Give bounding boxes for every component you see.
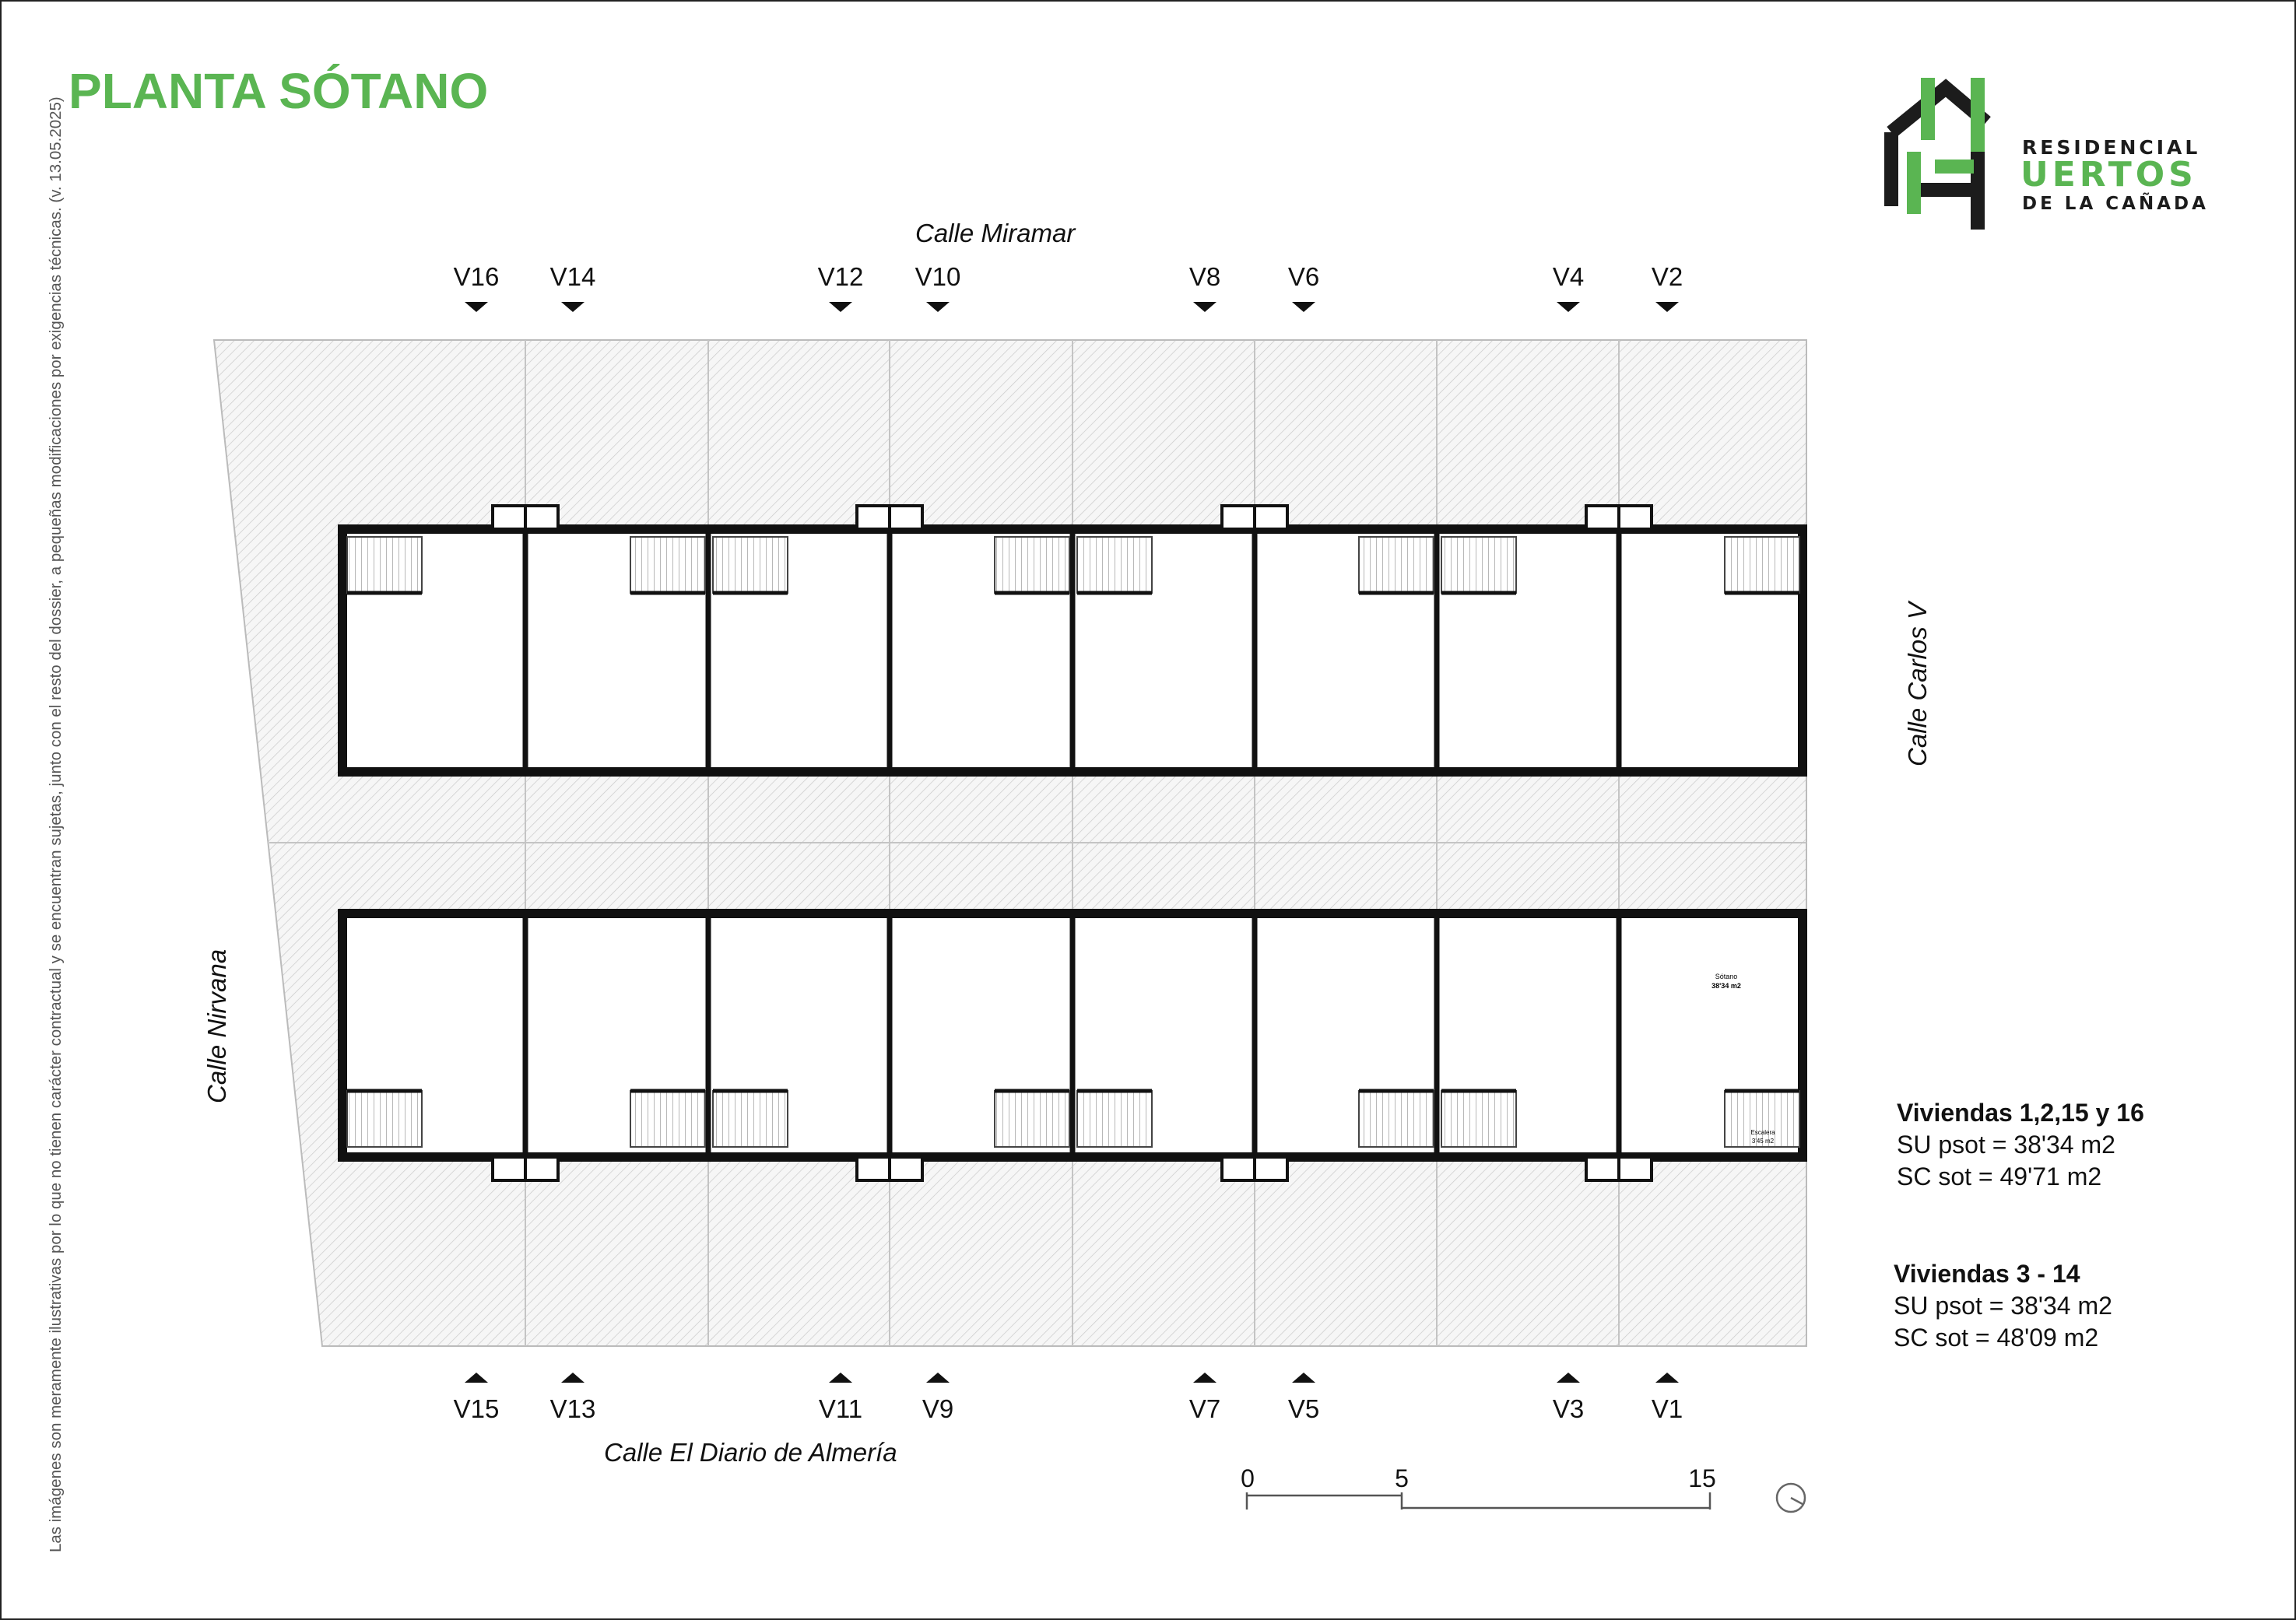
unit-label-south: V7 <box>1188 1394 1221 1423</box>
page-title: PLANTA SÓTANO <box>68 63 489 119</box>
scale-mark-15: 15 <box>1688 1464 1716 1492</box>
building-row <box>342 913 1803 1180</box>
unit-label-south: V11 <box>818 1394 863 1423</box>
logo <box>1883 74 2226 237</box>
entry-arrow-icon <box>1193 302 1216 312</box>
logo-line-2: UERTOS <box>2020 155 2197 195</box>
unit-label-north: V14 <box>549 262 596 291</box>
unit-label-south: V9 <box>922 1394 954 1423</box>
logo-line-3: DE LA CAÑADA <box>2022 194 2209 214</box>
unit-label-north: V2 <box>1651 262 1683 291</box>
info-heading: Viviendas 3 - 14 <box>1894 1260 2080 1288</box>
entry-arrow-icon <box>1292 302 1315 312</box>
room-name: Sótano <box>1715 973 1738 980</box>
stair <box>1077 1091 1152 1147</box>
entry-arrow-icon <box>465 302 488 312</box>
scale-mark-5: 5 <box>1395 1464 1409 1492</box>
entry-arrow-icon <box>829 1373 852 1383</box>
unit-label-north: V10 <box>915 262 961 291</box>
stair <box>1359 1091 1434 1147</box>
stair <box>1441 1091 1516 1147</box>
stair <box>630 537 705 593</box>
street-west: Calle Nirvana <box>202 949 231 1103</box>
entry-arrow-icon <box>829 302 852 312</box>
stair-name: Escalera <box>1750 1129 1775 1136</box>
unit-label-south: V1 <box>1651 1394 1683 1423</box>
info-line: SC sot = 48'09 m2 <box>1894 1324 2099 1352</box>
unit-label-south: V3 <box>1552 1394 1585 1423</box>
house-logo-icon <box>1883 74 2008 237</box>
entry-arrow-icon <box>1655 1373 1679 1383</box>
entry-arrow-icon <box>1193 1373 1216 1383</box>
unit-label-north: V4 <box>1552 262 1585 291</box>
entry-arrow-icon <box>1557 302 1580 312</box>
unit-label-south: V13 <box>549 1394 596 1423</box>
scale-bar-graphic <box>1238 1486 1736 1517</box>
unit-label-north: V8 <box>1188 262 1221 291</box>
entry-arrow-icon <box>465 1373 488 1383</box>
stair <box>1359 537 1434 593</box>
building-row <box>342 506 1803 772</box>
stair <box>995 1091 1069 1147</box>
entry-arrow-icon <box>561 1373 585 1383</box>
entry-arrow-icon <box>1292 1373 1315 1383</box>
scale-mark-0: 0 <box>1241 1464 1255 1492</box>
stair <box>1725 537 1799 593</box>
unit-label-north: V16 <box>453 262 500 291</box>
north-arrow-icon <box>1771 1478 1810 1517</box>
room-area: 38'34 m2 <box>1711 982 1741 990</box>
street-north: Calle Miramar <box>915 219 1076 247</box>
unit-label-north: V12 <box>817 262 864 291</box>
street-east: Calle Carlos V <box>1903 602 1932 766</box>
info-line: SU psot = 38'34 m2 <box>1894 1292 2112 1320</box>
logo-line-1: RESIDENCIAL <box>2022 136 2201 159</box>
stair <box>995 537 1069 593</box>
info-block-2 <box>1894 1258 2112 1354</box>
stair <box>713 1091 788 1147</box>
stair-area: 3'45 m2 <box>1751 1138 1775 1145</box>
disclaimer-text: Las imágenes son meramente ilustrativas por lo que no tienen carácter contractual y se encuentran sujetas, junto con el resto del dossier, a pequeñas modificaciones por exigencias técnicas. (v. 13.05.2025) <box>47 96 65 1552</box>
stair <box>713 537 788 593</box>
unit-label-north: V6 <box>1287 262 1320 291</box>
entry-arrow-icon <box>926 302 950 312</box>
info-line: SU psot = 38'34 m2 <box>1897 1131 2115 1159</box>
street-south: Calle El Diario de Almería <box>604 1438 897 1467</box>
stair <box>347 1091 422 1147</box>
info-heading: Viviendas 1,2,15 y 16 <box>1897 1099 2144 1127</box>
info-line: SC sot = 49'71 m2 <box>1897 1162 2102 1190</box>
stair <box>1441 537 1516 593</box>
stair <box>347 537 422 593</box>
entry-arrow-icon <box>1557 1373 1580 1383</box>
entry-arrow-icon <box>926 1373 950 1383</box>
stair <box>630 1091 705 1147</box>
unit-label-south: V5 <box>1287 1394 1320 1423</box>
unit-label-south: V15 <box>453 1394 500 1423</box>
entry-arrow-icon <box>1655 302 1679 312</box>
info-block-1 <box>1897 1097 2144 1193</box>
stair <box>1077 537 1152 593</box>
entry-arrow-icon <box>561 302 585 312</box>
